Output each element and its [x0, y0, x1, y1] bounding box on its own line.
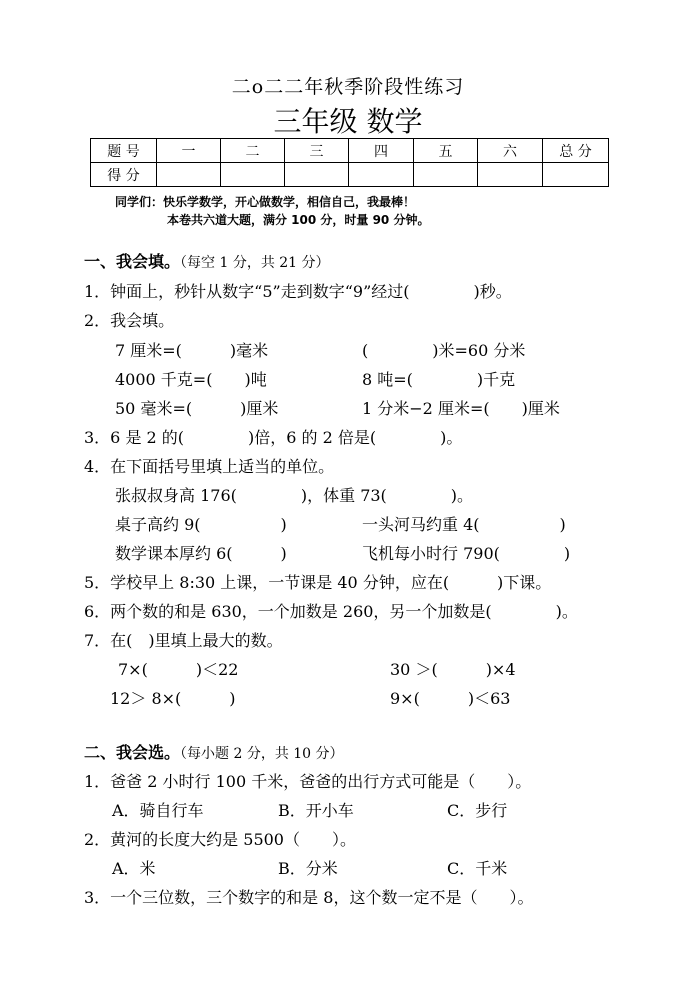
question-item: 4000 千克=( )吨: [115, 370, 267, 389]
question-text: 1．钟面上，秒针从数字“5”走到数字“9”经过( )秒。: [84, 282, 512, 301]
question-text: 7．在( )里填上最大的数。: [84, 631, 283, 650]
section-2-heading: [84, 740, 344, 763]
table-cell: 题 号: [91, 139, 157, 163]
question-text: 2．我会填。: [84, 311, 175, 330]
question-text: 4．在下面括号里填上适当的单位。: [84, 457, 335, 476]
question-item: 桌子高约 9( ): [115, 515, 287, 534]
question-item: 9×( )＜63: [390, 689, 511, 708]
score-table: [90, 138, 609, 187]
table-cell: 一: [157, 139, 221, 163]
question-item: 12＞ 8×( ): [110, 689, 236, 708]
question-text: 2．黄河的长度大约是 5500（ ）。: [84, 830, 356, 849]
question-item: ( )米=60 分米: [362, 341, 526, 360]
question-item: 一头河马约重 4( ): [362, 515, 566, 534]
answer-option[interactable]: B．开小车: [278, 801, 354, 820]
table-cell: 六: [478, 139, 543, 163]
section-title: 一、我会填。: [84, 252, 181, 271]
score-input-cell[interactable]: [349, 163, 414, 187]
question-item: 50 毫米=( )厘米: [115, 399, 279, 418]
section-1-heading: [84, 249, 330, 272]
page-subtitle: 三年级 数学: [273, 105, 423, 138]
table-row: [91, 163, 609, 187]
question-item: 7 厘米=( )毫米: [115, 341, 269, 360]
answer-option[interactable]: C．千米: [447, 859, 508, 878]
table-row: [91, 139, 609, 163]
answer-option[interactable]: C．步行: [447, 801, 508, 820]
score-input-cell[interactable]: [221, 163, 285, 187]
table-cell: 总 分: [543, 139, 609, 163]
question-text: 3．6 是 2 的( )倍，6 的 2 倍是( )。: [84, 428, 463, 447]
score-input-cell[interactable]: [157, 163, 221, 187]
score-input-cell[interactable]: [285, 163, 349, 187]
section-score-note: （每空 1 分，共 21 分）: [180, 255, 330, 271]
table-cell: 得 分: [91, 163, 157, 187]
question-item: 8 吨=( )千克: [362, 370, 516, 389]
greeting-note: 同学们：快乐学数学，开心做数学，相信自己，我最棒！: [115, 195, 416, 209]
score-input-cell[interactable]: [478, 163, 543, 187]
table-cell: 三: [285, 139, 349, 163]
question-item: 1 分米−2 厘米=( )厘米: [362, 399, 560, 418]
section-title: 二、我会选。: [84, 743, 181, 762]
question-item: 7×( )＜22: [118, 660, 239, 679]
question-text: 3．一个三位数，三个数字的和是 8，这个数一定不是（ ）。: [84, 888, 534, 907]
question-text: 1．爸爸 2 小时行 100 千米，爸爸的出行方式可能是（ ）。: [84, 772, 532, 791]
page-title: 二o二二年秋季阶段性练习: [231, 76, 465, 98]
score-input-cell[interactable]: [414, 163, 478, 187]
question-item: 数学课本厚约 6( ): [115, 544, 287, 563]
answer-option[interactable]: B．分米: [278, 859, 338, 878]
question-text: 5．学校早上 8:30 上课，一节课是 40 分钟，应在( )下课。: [84, 573, 552, 592]
exam-info-note: 本卷共六道大题，满分 100 分，时量 90 分钟。: [167, 213, 430, 227]
table-cell: 五: [414, 139, 478, 163]
question-item: 30 ＞( )×4: [390, 660, 516, 679]
table-cell: 二: [221, 139, 285, 163]
question-text: 6．两个数的和是 630，一个加数是 260，另一个加数是( )。: [84, 602, 578, 621]
table-cell: 四: [349, 139, 414, 163]
score-input-cell[interactable]: [543, 163, 609, 187]
question-item: 飞机每小时行 790( ): [362, 544, 571, 563]
question-item: 张叔叔身高 176( )，体重 73( )。: [115, 486, 474, 505]
answer-option[interactable]: A．米: [112, 859, 156, 878]
section-score-note: （每小题 2 分，共 10 分）: [180, 746, 344, 762]
answer-option[interactable]: A．骑自行车: [112, 801, 204, 820]
